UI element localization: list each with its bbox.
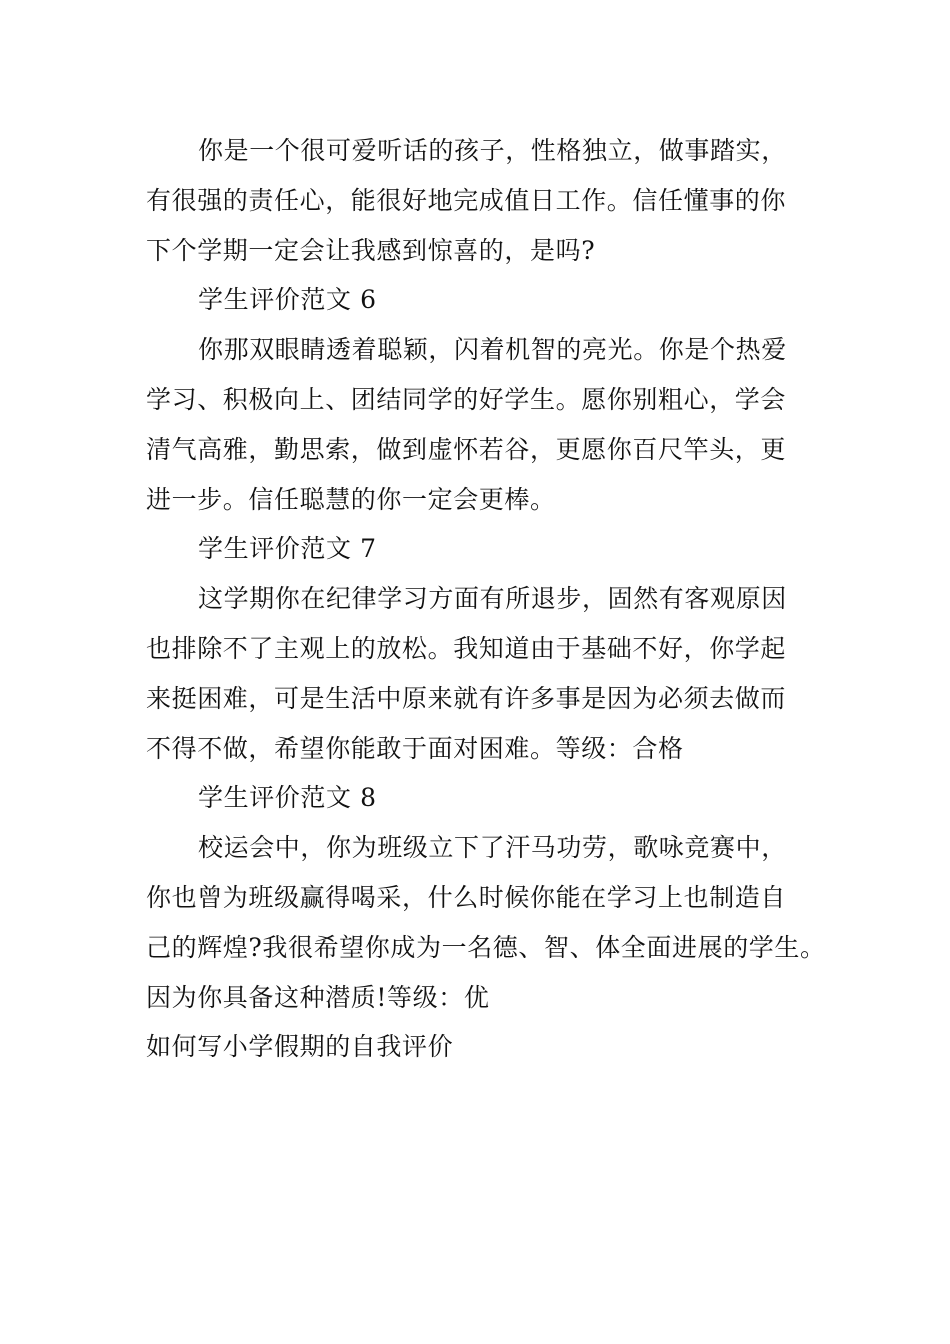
- text-line: 也排除不了主观上的放松。我知道由于基础不好，你学起: [146, 633, 787, 663]
- document-body: [146, 126, 846, 1072]
- text-line: 下个学期一定会让我感到惊喜的，是吗?: [146, 235, 596, 265]
- section-heading-8: [146, 773, 846, 823]
- section-heading-6: [146, 275, 846, 325]
- heading-text: 学生评价范文 6: [198, 285, 377, 315]
- paragraph-2: [146, 325, 846, 524]
- heading-text: 学生评价范文 8: [198, 783, 377, 813]
- text-line: 你那双眼睛透着聪颖，闪着机智的亮光。你是个热爱: [198, 335, 787, 365]
- section-heading-7: [146, 524, 846, 574]
- text-line: 如何写小学假期的自我评价: [146, 1032, 454, 1062]
- text-line: 己的辉煌?我很希望你成为一名德、智、体全面进展的学生。: [146, 932, 826, 962]
- text-line: 校运会中，你为班级立下了汗马功劳，歌咏竞赛中，: [198, 833, 787, 863]
- text-line: 你是一个很可爱听话的孩子，性格独立，做事踏实，: [198, 136, 787, 165]
- heading-text: 学生评价范文 7: [198, 534, 377, 564]
- text-line: 你也曾为班级赢得喝采，什么时候你能在学习上也制造自: [146, 882, 787, 912]
- paragraph-1: [146, 126, 846, 275]
- paragraph-4: [146, 823, 846, 1022]
- closing-title: [146, 1022, 846, 1072]
- text-line: 因为你具备这种潜质!等级：优: [146, 982, 490, 1012]
- text-line: 清气高雅，勤思索，做到虚怀若谷，更愿你百尺竿头，更: [146, 434, 787, 464]
- text-line: 学习、积极向上、团结同学的好学生。愿你别粗心，学会: [146, 384, 787, 414]
- text-line: 进一步。信任聪慧的你一定会更棒。: [146, 484, 556, 514]
- text-line: 这学期你在纪律学习方面有所退步，固然有客观原因: [198, 584, 787, 614]
- text-line: 有很强的责任心，能很好地完成值日工作。信任懂事的你: [146, 185, 787, 215]
- paragraph-3: [146, 574, 846, 773]
- text-line: 不得不做，希望你能敢于面对困难。等级：合格: [146, 733, 684, 763]
- text-line: 来挺困难，可是生活中原来就有许多事是因为必须去做而: [146, 683, 787, 713]
